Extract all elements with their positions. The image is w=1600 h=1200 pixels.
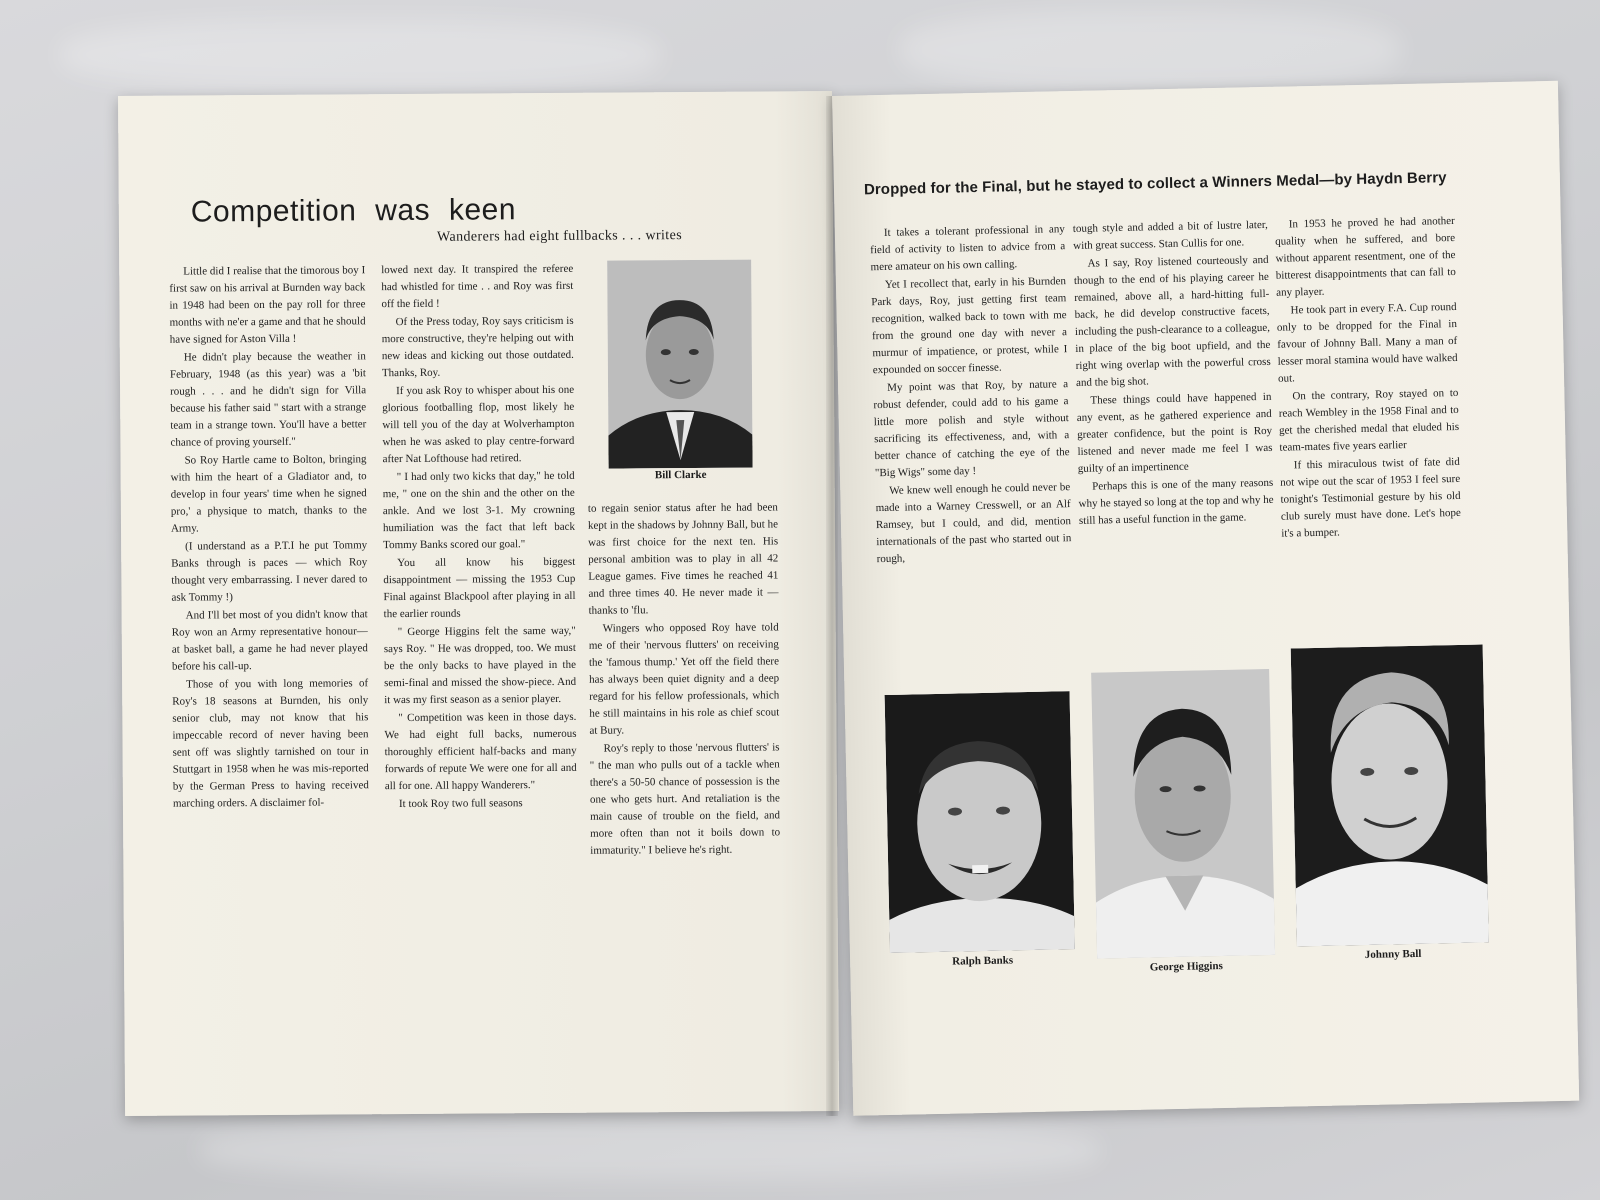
paragraph: And I'll bet most of you didn't know that Roy won an Army representative honour—at basket ball, a game he had never played before his call-up. bbox=[171, 608, 368, 673]
johnny-ball-photo bbox=[1291, 644, 1489, 946]
right-page bbox=[832, 81, 1579, 1116]
paragraph: Roy's reply to those 'nervous flutters' is " the man who pulls out of a tackle when there's a 50-50 chance of possession is the one who gets hurt. And retaliation is the main cause of trouble on the field, and more often than not it boils down to immaturity." I believe he's right. bbox=[589, 741, 781, 857]
portrait-image bbox=[607, 260, 752, 469]
text-column-3 bbox=[1275, 213, 1462, 544]
paragraph: " I had only two kicks that day," he told me, " one on the shin and the other on the ankle. And we lost 3-1. My crowning humiliation was the fact that left back Tommy Banks scored our goal." bbox=[382, 469, 576, 552]
paragraph: " Competition was keen in those days. We had eight full backs, numerous thoroughly efficient half-backs and many forwards of repute We were one for all and all for one. All happy Wanderers." bbox=[384, 710, 577, 793]
paragraph: Little did I realise that the timorous boy I first saw on his arrival at Burnden way back in 1948 had been on the pay roll for three months with ne'er a game and that he should have signed for Aston Villa ! bbox=[169, 264, 366, 346]
paragraph: Wingers who opposed Roy have told me of their 'nervous flutters' on receiving the 'famous thump.' Yet off the field there has always been quiet dignity and a deep regard for his fellow professionals, which he still maintains in his role as chief scout at Bury. bbox=[588, 621, 780, 737]
text-column-1 bbox=[169, 262, 369, 813]
article-title: Competition was keen bbox=[190, 193, 517, 229]
text-column-2 bbox=[381, 261, 577, 814]
photo-caption: Ralph Banks bbox=[952, 954, 1014, 968]
paragraph: Of the Press today, Roy says criticism is more constructive, they're helping out with new ideas and kicking out those outdated. Thanks, Roy. bbox=[381, 314, 574, 380]
paragraph: My point was that Roy, by nature a robust defender, could add to his game a little more polish and style without sacrificing its effectiveness, and, with a better chance of catching the eye of the "Big Wigs" some day ! bbox=[873, 378, 1070, 480]
paragraph: It takes a tolerant professional in any field of activity to listen to advice from a mere amateur on his own calling. bbox=[870, 223, 1066, 274]
portrait-image bbox=[1291, 644, 1489, 946]
paragraph: In 1953 he proved he had another quality when he suffered, and bore without apparent resentment, one of the bitterest disappointments that can fall to any player. bbox=[1275, 214, 1456, 299]
paragraph: So Roy Hartle came to Bolton, bringing with him the heart of a Gladiator and, to develop in four years' time when he signed pro,' a physique to match, thanks to the Army. bbox=[170, 453, 367, 535]
paragraph: You all know his biggest disappointment — missing the 1953 Cup Final against Blackpool after playing in all the earlier rounds bbox=[383, 555, 576, 621]
paragraph: to regain senior status after he had been kept in the shadows by Johnny Ball, but he was first choice for the next ten. His personal ambition was to play in all 42 League games. Five times he reached 41 and three times 40. He never made it — thanks to 'flu. bbox=[587, 501, 779, 617]
paragraph: " George Higgins felt the same way," says Roy. " He was dropped, too. We must be the only backs to have played in the semi-final and missed the show-piece. And it was my first season as a senior player. bbox=[383, 624, 577, 707]
left-page bbox=[118, 91, 839, 1116]
ralph-banks-photo bbox=[885, 691, 1075, 953]
bedsheet-fold bbox=[200, 1120, 1100, 1180]
bill-clarke-photo bbox=[607, 260, 752, 469]
text-column-3 bbox=[588, 499, 781, 860]
photo-caption: Johnny Ball bbox=[1364, 947, 1422, 962]
article-title: Dropped for the Final, but he stayed to collect a Winners Medal—by Haydn Berry bbox=[863, 169, 1447, 199]
paragraph: These things could have happened in any event, as he gathered experience and greater confidence, but the point is Roy listened and never made me feel I was guilty of an impertinence bbox=[1076, 390, 1273, 475]
article-subtitle: Wanderers had eight fullbacks . . . writes bbox=[436, 228, 683, 245]
portrait-image bbox=[1091, 669, 1275, 959]
photo-caption: George Higgins bbox=[1149, 960, 1223, 974]
bedsheet-fold bbox=[900, 10, 1400, 90]
portrait-image bbox=[885, 691, 1075, 953]
paragraph: We knew well enough he could never be made into a Warney Cresswell, or an Alf Ramsey, but I could, and did, mention internationals of the past who started out in rough, bbox=[875, 481, 1072, 566]
paragraph: If this miraculous twist of fate did not wipe out the scar of 1953 I feel sure tonight's Testimonial gesture by his old club surely must have done. Let's hope it's a bumper. bbox=[1280, 455, 1461, 540]
paragraph: It took Roy two full seasons bbox=[398, 797, 523, 811]
programme-booklet bbox=[118, 96, 1558, 1116]
paragraph: (I understand as a P.T.I he put Tommy Banks through is paces — which Roy thought very embarrassing. I never dared to ask Tommy !) bbox=[171, 539, 368, 604]
paragraph: On the contrary, Roy stayed on to reach Wembley in the 1958 Final and to get the cherished medal that eluded his team-mates five years earlier bbox=[1278, 386, 1460, 454]
paragraph: He took part in every F.A. Cup round only to be dropped for the Final in favour of Johnny Ball. Many a man of lesser moral stamina would have walked out. bbox=[1276, 300, 1458, 385]
paragraph: lowed next day. It transpired the referee had whistled for time . . and Roy was first off the field ! bbox=[381, 262, 574, 311]
paragraph: He didn't play because the weather in February, 1948 (as this year) was a 'bit rough . . . and he didn't sign for Villa because his father said " start with a strange team in a strange town. You'll have a better chance of proving yourself." bbox=[169, 350, 367, 449]
bedsheet-fold bbox=[60, 20, 660, 90]
text-column-2 bbox=[1073, 217, 1274, 531]
paragraph: As I say, Roy listened courteously and though to the end of his playing career he remained, above all, a hard-hitting full-back, he did develop constructive facets, including the push-clearance to a colleague, in place of the big boot upfield, and the right wing overlap with the powerful cross and the big shot. bbox=[1073, 253, 1271, 389]
paragraph: Perhaps this is one of the many reasons why he stayed so long at the top and why he still has a useful function in the game. bbox=[1078, 476, 1274, 527]
paragraph: tough style and added a bit of lustre later, with great success. Stan Cullis for one. bbox=[1072, 218, 1268, 252]
text-column-1 bbox=[870, 221, 1072, 569]
george-higgins-photo bbox=[1091, 669, 1275, 959]
photo-caption: Bill Clarke bbox=[654, 468, 707, 482]
paragraph: Those of you with long memories of Roy's 18 seasons at Burnden, his only senior club, may not know that his impeccable record of never having been sent off was slightly tarnished on tour in Stuttgart in 1958 when he was mis-reported by the German Press to having received marching orders. A disclaimer fol- bbox=[172, 677, 369, 810]
paragraph: If you ask Roy to whisper about his one glorious footballing flop, most likely he will tell you of the day at Wolverhampton when he was asked to play centre-forward after Nat Lofthouse had retired. bbox=[382, 383, 575, 466]
paragraph: Yet I recollect that, early in his Burnden Park days, Roy, just getting first team recognition, walked back to town with me from the ground one day with never a murmur of impatience, or protest, while I expounded on soccer finesse. bbox=[871, 275, 1068, 377]
